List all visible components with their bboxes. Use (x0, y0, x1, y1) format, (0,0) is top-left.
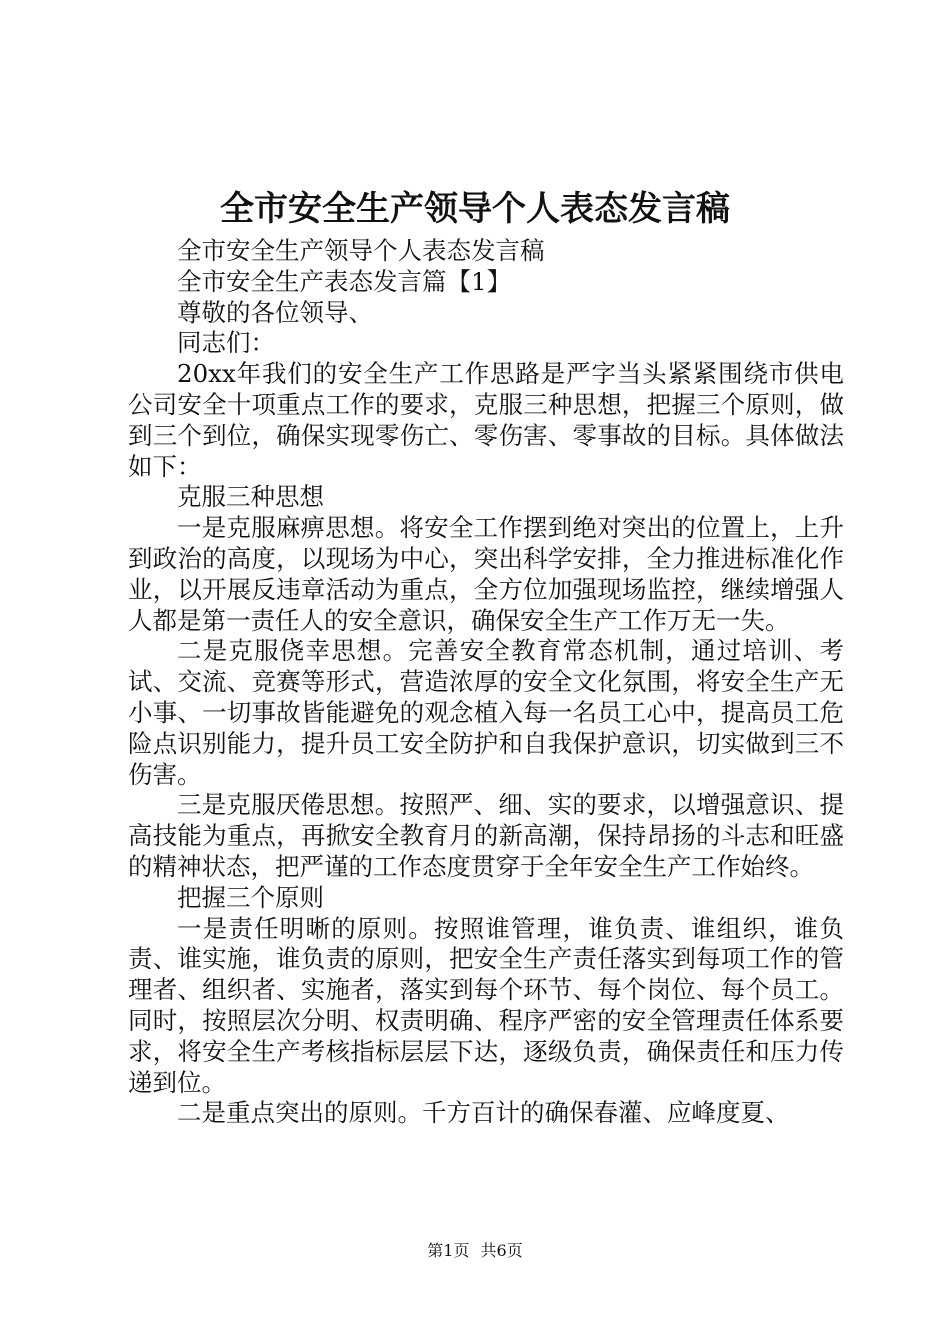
paragraph: 尊敬的各位领导、 (177, 297, 373, 327)
paragraph: 20xx年我们的安全生产工作思路是严字当头紧紧围绕市供电公司安全十项重点工作的要求，克服三种思想，把握三个原则，做到三个到位，确保实现零伤亡、零伤害、零事故的目标。具体做法如下： (128, 359, 844, 481)
paragraph: 三是克服厌倦思想。按照严、细、实的要求，以增强意识、提高技能为重点，再掀安全教育月的新高潮，保持昂扬的斗志和旺盛的精神状态，把严谨的工作态度贯穿于全年安全生产工作始终。 (128, 790, 844, 881)
document-title: 全市安全生产领导个人表态发言稿 (220, 189, 730, 229)
paragraph: 一是克服麻痹思想。将安全工作摆到绝对突出的位置上，上升到政治的高度，以现场为中心，突出科学安排，全力推进标准化作业，以开展反违章活动为重点，全方位加强现场监控，继续增强人人都是第一责任人的安全意识，确保安全生产工作万无一失。 (128, 513, 844, 635)
section-heading: 克服三种思想 (177, 482, 324, 512)
page-number: 第1页 (427, 1241, 470, 1260)
paragraph: 全市安全生产领导个人表态发言稿 (177, 236, 545, 265)
page-total: 共6页 (480, 1241, 523, 1260)
paragraph: 同志们： (177, 328, 275, 358)
paragraph: 二是重点突出的原则。千方百计的确保春灌、应峰度夏、 (177, 1098, 790, 1128)
page-footer (0, 1240, 950, 1262)
document-body (128, 236, 844, 1129)
paragraph: 一是责任明晰的原则。按照谁管理，谁负责、谁组织，谁负责、谁实施，谁负责的原则，把安全生产责任落实到每项工作的管理者、组织者、实施者，落实到每个环节、每个岗位、每个员工。同时，按照层次分明、权责明确、程序严密的安全管理责任体系要求，将安全生产考核指标层层下达，逐级负责，确保责任和压力传递到位。 (128, 913, 844, 1097)
paragraph: 二是克服侥幸思想。完善安全教育常态机制，通过培训、考试、交流、竞赛等形式，营造浓厚的安全文化氛围，将安全生产无小事、一切事故皆能避免的观念植入每一名员工心中，提高员工危险点识别能力，提升员工安全防护和自我保护意识，切实做到三不伤害。 (128, 636, 844, 789)
paragraph: 全市安全生产表态发言篇【1】 (177, 266, 512, 296)
section-heading: 把握三个原则 (177, 882, 324, 912)
